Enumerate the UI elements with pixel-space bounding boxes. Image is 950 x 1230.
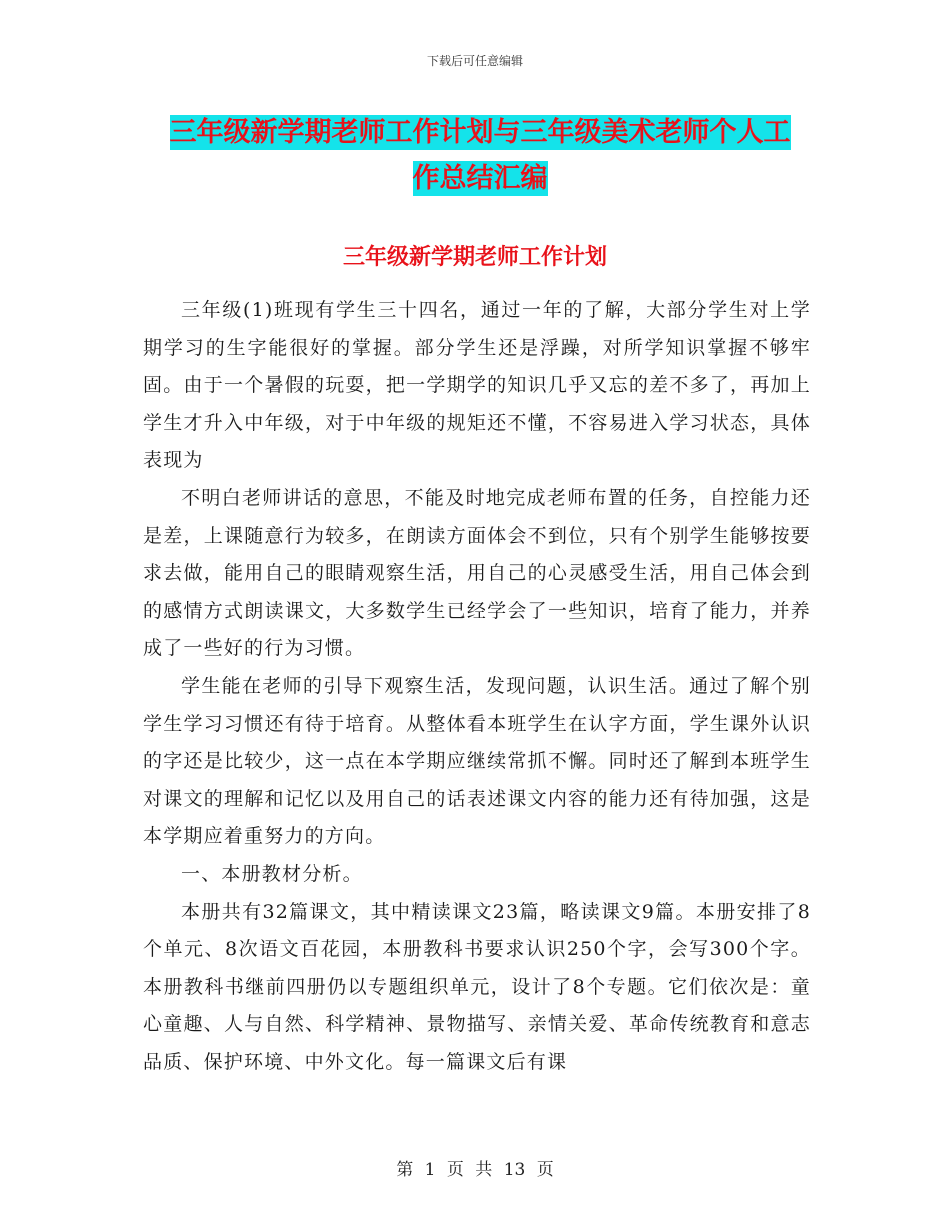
document-body — [143, 292, 811, 1081]
paragraph: 不明白老师讲话的意思，不能及时地完成老师布置的任务，自控能力还是差，上课随意行为较多，在朗读方面体会不到位，只有个别学生能够按要求去做，能用自己的眼睛观察生活，用自己的心灵感受生活，用自己体会到的感情方式朗读课文，大多数学生已经学会了一些知识，培育了能力，并养成了一些好的行为习惯。 — [143, 486, 811, 660]
paragraph-heading: 一、本册教材分析。 — [181, 862, 363, 885]
document-title-line2: 作总结汇编 — [412, 163, 548, 194]
document-title-line1: 三年级新学期老师工作计划与三年级美术老师个人工 — [169, 117, 791, 148]
paragraph: 本册共有32篇课文，其中精读课文23篇，略读课文9篇。本册安排了8个单元、8次语文百花园，本册教科书要求认识250个字，会写300个字。本册教科书继前四册仍以专题组织单元，设计了8个专题。它们依次是：童心童趣、人与自然、科学精神、景物描写、亲情关爱、革命传统教育和意志品质、保护环境、中外文化。每一篇课文后有课 — [143, 900, 811, 1073]
header-note: 下载后可任意编辑 — [426, 54, 523, 68]
paragraph: 学生能在老师的引导下观察生活，发现问题，认识生活。通过了解个别学生学习习惯还有待于培育。从整体看本班学生在认字方面，学生课外认识的字还是比较少，这一点在本学期应继续常抓不懈。同时还了解到本班学生对课文的理解和记忆以及用自己的话表述课文内容的能力还有待加强，这是本学期应着重努力的方向。 — [143, 674, 811, 848]
section-title: 三年级新学期老师工作计划 — [342, 245, 607, 270]
paragraph: 三年级(1)班现有学生三十四名，通过一年的了解，大部分学生对上学期学习的生字能很好的掌握。部分学生还是浮躁，对所学知识掌握不够牢固。由于一个暑假的玩耍，把一学期学的知识几乎又忘的差不多了，再加上学生才升入中年级，对于中年级的规矩还不懂，不容易进入学习状态，具体表现为 — [143, 299, 811, 472]
page-number: 第 1 页 共 13 页 — [396, 1160, 554, 1180]
document-title — [150, 110, 810, 202]
